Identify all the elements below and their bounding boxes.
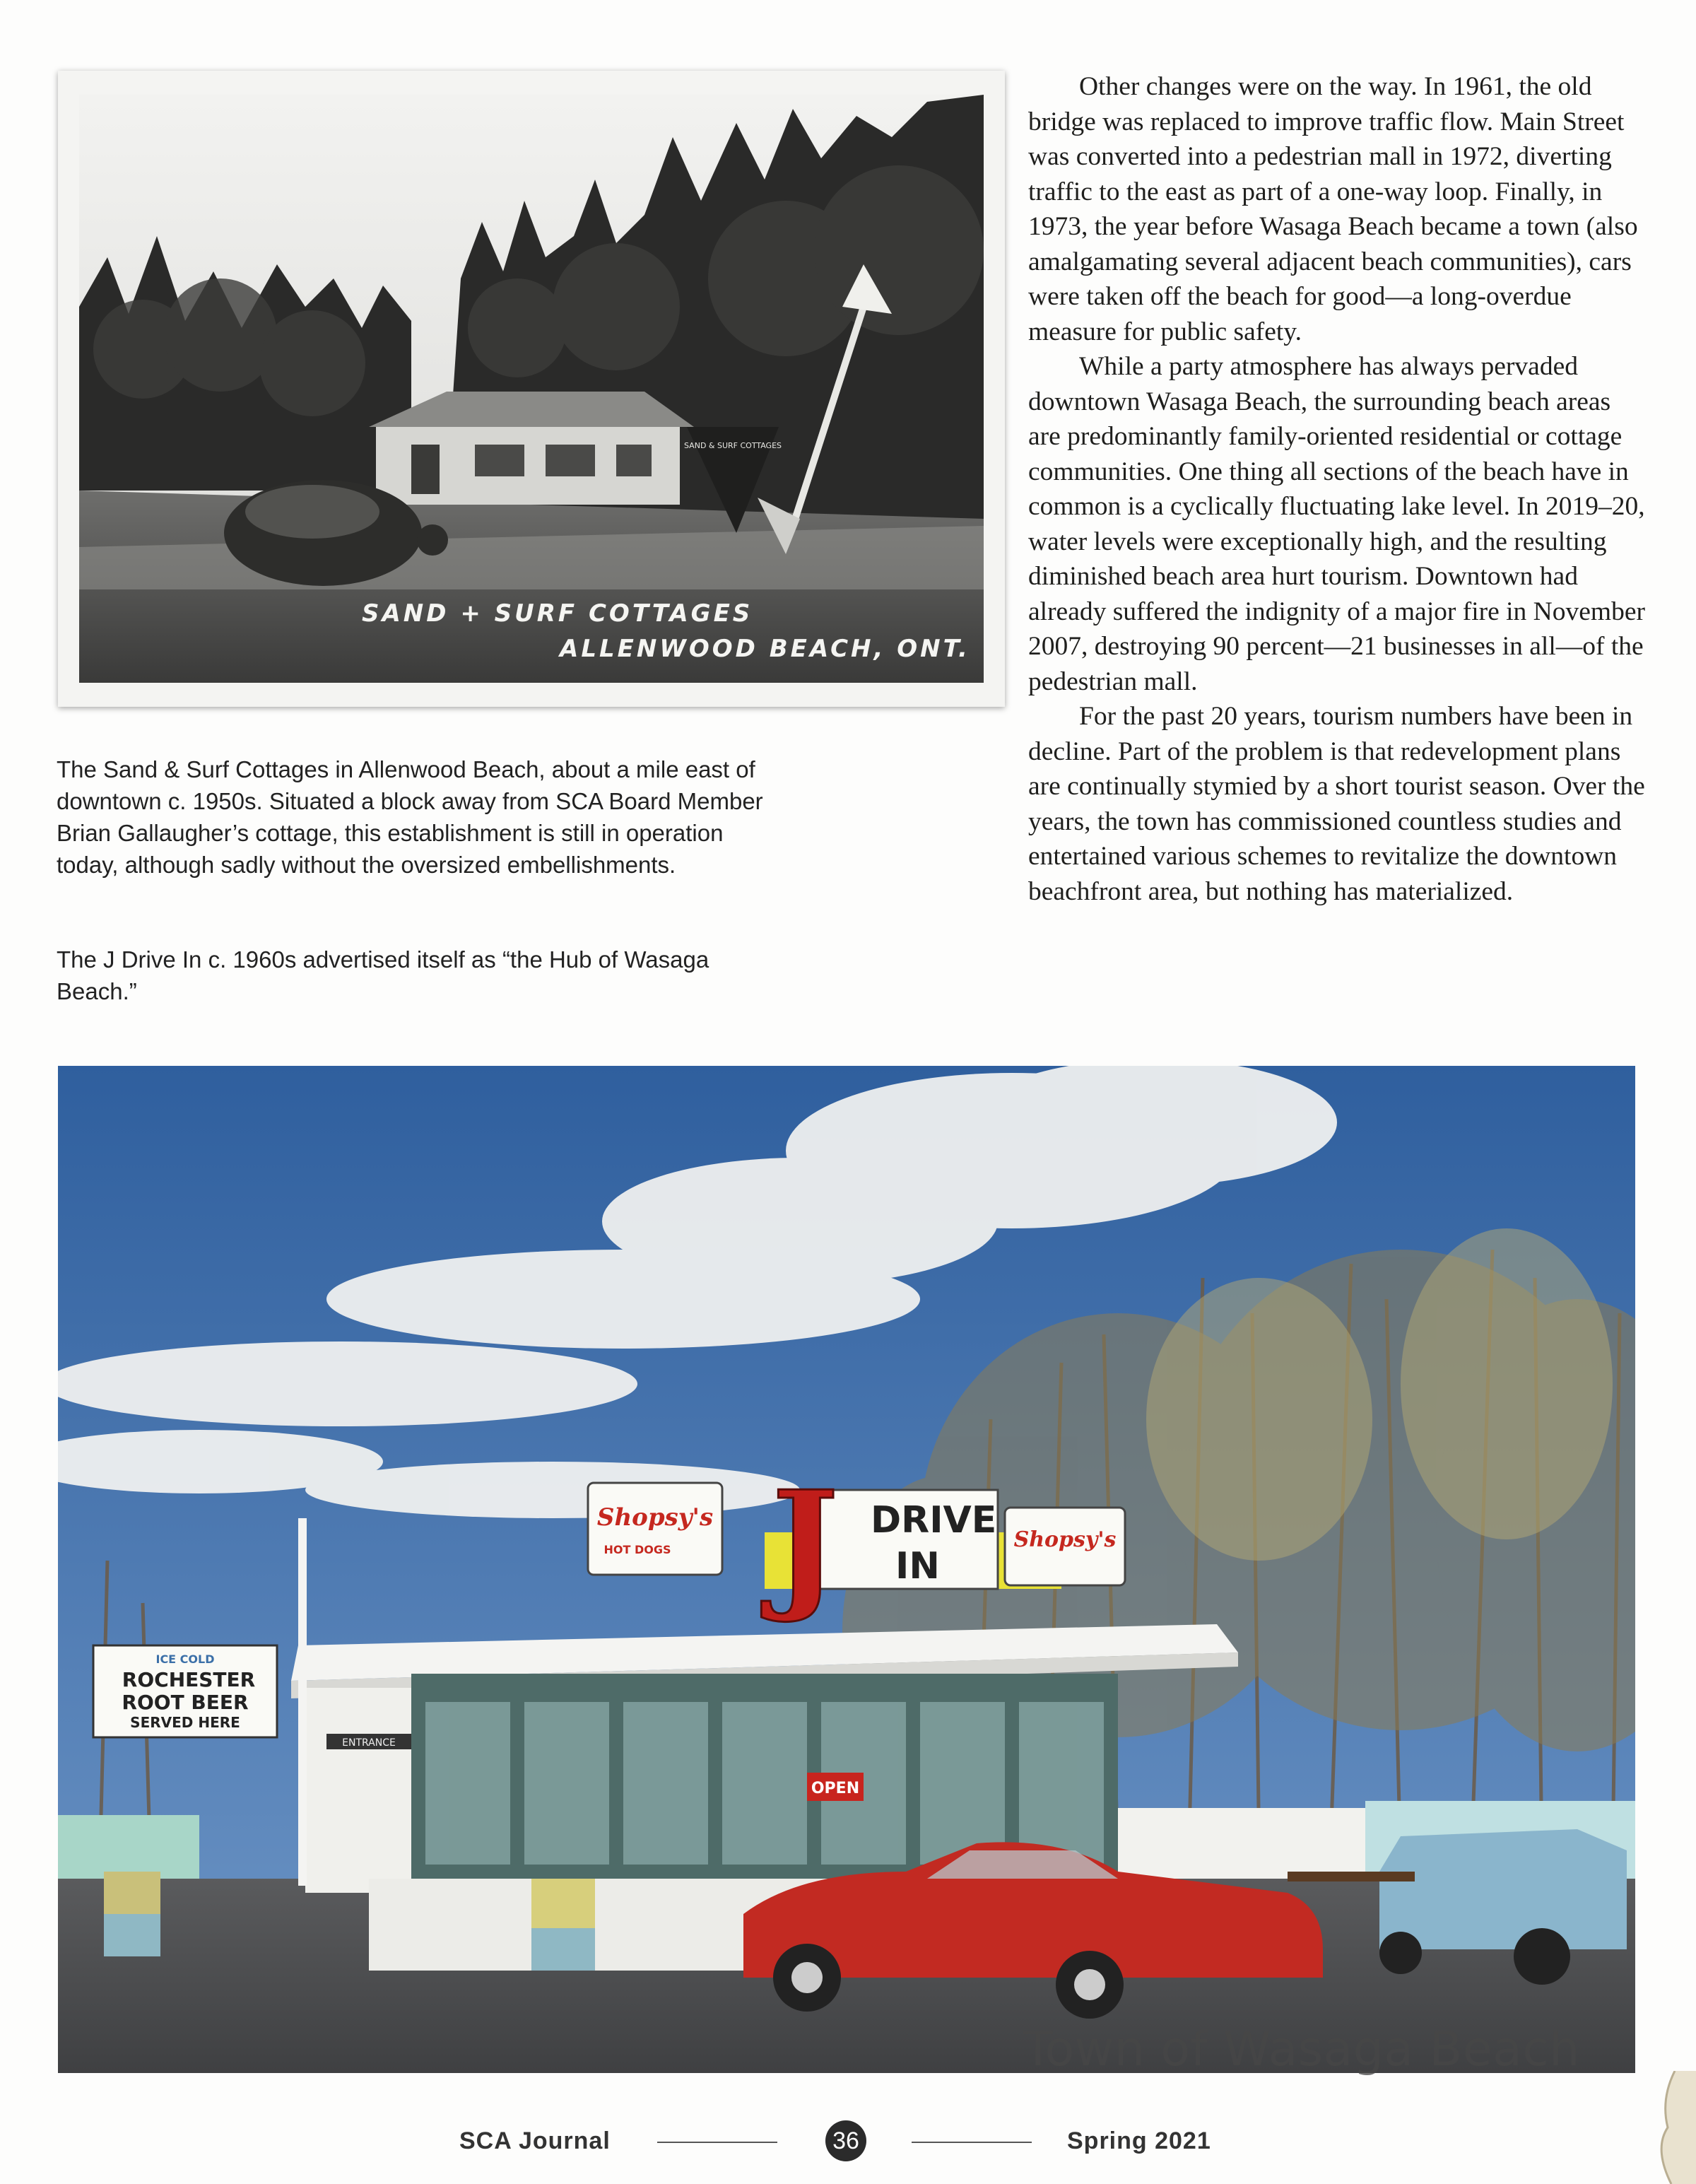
page-edge-wear [1647,2071,1696,2184]
photo-credit: Town of Wasaga Beach [1023,2021,1580,2077]
drive-in-photo-image [58,1066,1635,2073]
root-beer-sign-line3: ROOT BEER [122,1691,249,1714]
postcard-location: ALLENWOOD BEACH, ONT. [560,635,970,663]
root-beer-sign-line4: SERVED HERE [130,1714,240,1731]
drive-in-photo [58,1066,1635,2073]
j-drive-in-drive: DRIVE [871,1499,997,1542]
open-sign: OPEN [811,1780,860,1797]
footer-rule-left [657,2142,777,2143]
shopsys-left-sub: HOT DOGS [603,1543,671,1556]
journal-name: SCA Journal [459,2127,611,2154]
j-drive-in-in: IN [895,1545,940,1587]
article-paragraph: While a party atmosphere has always pervaded downtown Wasaga Beach, the surrounding beach areas are predominantly family-oriented residential or cottage communities. One thing all sections of the beach have in common is a cyclically fluctuating lake level. In 2019–20, water levels were exceptionally high, and the resulting diminished beach area hurt tourism. Downtown had already suffered the indignity of a major fire in November 2007, destroying 90 percent—21 businesses in all—of the pedestrian mall. [1028,352,1645,696]
article-text [1028,69,1647,909]
root-beer-sign-line2: ROCHESTER [122,1668,256,1691]
postcard-title: SAND + SURF COTTAGES [362,599,753,628]
shopsys-right-sign: Shopsy's [1013,1527,1117,1552]
article-paragraph: For the past 20 years, tourism numbers have been in decline. Part of the problem is that redevelopment plans are continually stymied by a short tourist season. Over the years, the town has commissioned countless studies and entertained various schemes to revitalize the downtown beachfront area, but nothing has materialized. [1028,702,1645,906]
entrance-sign: ENTRANCE [342,1737,396,1749]
footer-rule-right [912,2142,1032,2143]
cottage-sign-text: SAND & SURF COTTAGES [684,441,782,450]
shopsys-left-sign: Shopsy's [596,1503,714,1532]
issue-season: Spring 2021 [1067,2127,1211,2154]
cottages-caption: The Sand & Surf Cottages in Allenwood Beach, about a mile east of downtown c. 1950s. Situated a block away from SCA Board Member Brian Gallaugher’s cottage, this establishment is still in operation today, although sadly without the oversized embellishments. [57,756,763,878]
page-footer [0,2120,1696,2170]
cottages-photo [58,71,1005,707]
cottages-photo-image [79,95,984,683]
article-paragraph: Other changes were on the way. In 1961, the old bridge was replaced to improve traffic flow. Main Street was converted into a pedestrian mall in 1972, diverting traffic to the east as part of a one-way loop. Finally, in 1973, the year before Wasaga Beach became a town (also amalgamating several adjacent beach communities), cars were taken off the beach for good—a long-overdue measure for public safety. [1028,72,1638,346]
page-number: 36 [825,2120,866,2161]
root-beer-sign-line1: ICE COLD [155,1652,215,1666]
drive-in-caption: The J Drive In c. 1960s advertised itself as “the Hub of Wasaga Beach.” [57,946,709,1004]
j-drive-in-letter: J [772,1460,839,1626]
